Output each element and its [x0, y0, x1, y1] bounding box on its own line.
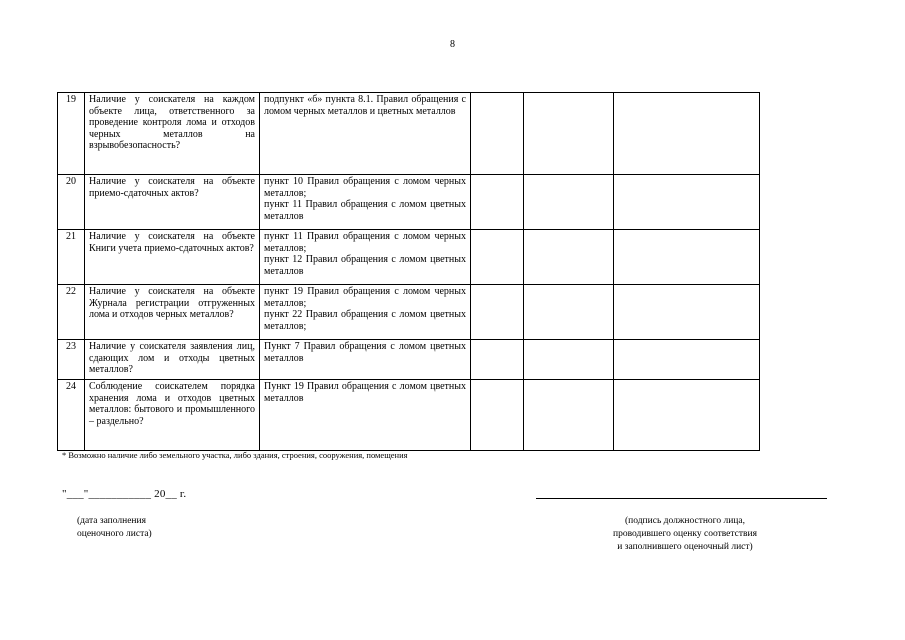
row-number: 22 [58, 285, 85, 340]
footnote: * Возможно наличие либо земельного участка, либо здания, строения, сооружения, помещения [62, 450, 408, 460]
signature-caption-line: проводившего оценку соответствия [613, 529, 757, 539]
question-cell: Наличие у соискателя на объекте Книги учета приемо-сдаточных актов? [85, 230, 260, 285]
reference-text: пункт 22 Правил обращения с ломом цветных металлов; [264, 309, 466, 332]
table-row [58, 380, 760, 451]
question-cell: Наличие у соискателя на объекте приемо-сдаточных актов? [85, 175, 260, 230]
empty-cell [614, 380, 760, 451]
table-row [58, 340, 760, 380]
question-cell: Наличие у соискателя на каждом объекте лица, ответственного за проведение контроля лома и отходов черных металлов на взрывобезопасность? [85, 93, 260, 175]
signature-caption-line: (подпись должностного лица, [625, 516, 745, 526]
empty-cell [614, 93, 760, 175]
reference-text: подпункт «б» пункта 8.1. Правил обращения с ломом черных металлов и цветных металлов [264, 94, 466, 117]
row-number: 24 [58, 380, 85, 451]
reference-cell [260, 93, 471, 175]
table-row [58, 175, 760, 230]
empty-cell [524, 340, 614, 380]
signature-line [536, 498, 827, 499]
question-cell: Соблюдение соискателем порядка хранения лома и отходов цветных металлов: бытового и промышленного – раздельно? [85, 380, 260, 451]
empty-cell [524, 285, 614, 340]
empty-cell [471, 380, 524, 451]
date-line: "___"___________ 20__ г. [62, 488, 187, 500]
reference-text: пункт 11 Правил обращения с ломом цветных металлов [264, 199, 466, 222]
assessment-table [57, 92, 760, 451]
row-number: 20 [58, 175, 85, 230]
empty-cell [524, 93, 614, 175]
page-number: 8 [450, 39, 455, 50]
date-caption-line: (дата заполнения [77, 516, 146, 526]
empty-cell [614, 285, 760, 340]
question-cell: Наличие у соискателя заявления лиц, сдающих лом и отходы цветных металлов? [85, 340, 260, 380]
table-row [58, 230, 760, 285]
empty-cell [614, 230, 760, 285]
reference-text: Пункт 19 Правил обращения с ломом цветных металлов [264, 381, 466, 404]
date-caption-line: оценочного листа) [77, 529, 152, 539]
empty-cell [471, 340, 524, 380]
reference-text: пункт 19 Правил обращения с ломом черных металлов; [264, 286, 466, 309]
question-cell: Наличие у соискателя на объекте Журнала регистрации отгруженных лома и отходов черных металлов? [85, 285, 260, 340]
empty-cell [524, 230, 614, 285]
row-number: 23 [58, 340, 85, 380]
empty-cell [614, 340, 760, 380]
reference-cell [260, 175, 471, 230]
reference-cell [260, 380, 471, 451]
reference-text: пункт 11 Правил обращения с ломом черных металлов; [264, 231, 466, 254]
empty-cell [471, 285, 524, 340]
empty-cell [524, 175, 614, 230]
date-caption [77, 515, 152, 541]
empty-cell [471, 93, 524, 175]
reference-cell [260, 230, 471, 285]
reference-text: пункт 12 Правил обращения с ломом цветных металлов [264, 254, 466, 277]
table-row [58, 285, 760, 340]
reference-cell [260, 285, 471, 340]
empty-cell [471, 230, 524, 285]
table-row [58, 93, 760, 175]
empty-cell [471, 175, 524, 230]
reference-cell [260, 340, 471, 380]
signature-caption [560, 515, 810, 554]
row-number: 19 [58, 93, 85, 175]
empty-cell [524, 380, 614, 451]
signature-caption-line: и заполнившего оценочный лист) [617, 542, 753, 552]
reference-text: Пункт 7 Правил обращения с ломом цветных металлов [264, 341, 466, 364]
empty-cell [614, 175, 760, 230]
reference-text: пункт 10 Правил обращения с ломом черных металлов; [264, 176, 466, 199]
row-number: 21 [58, 230, 85, 285]
